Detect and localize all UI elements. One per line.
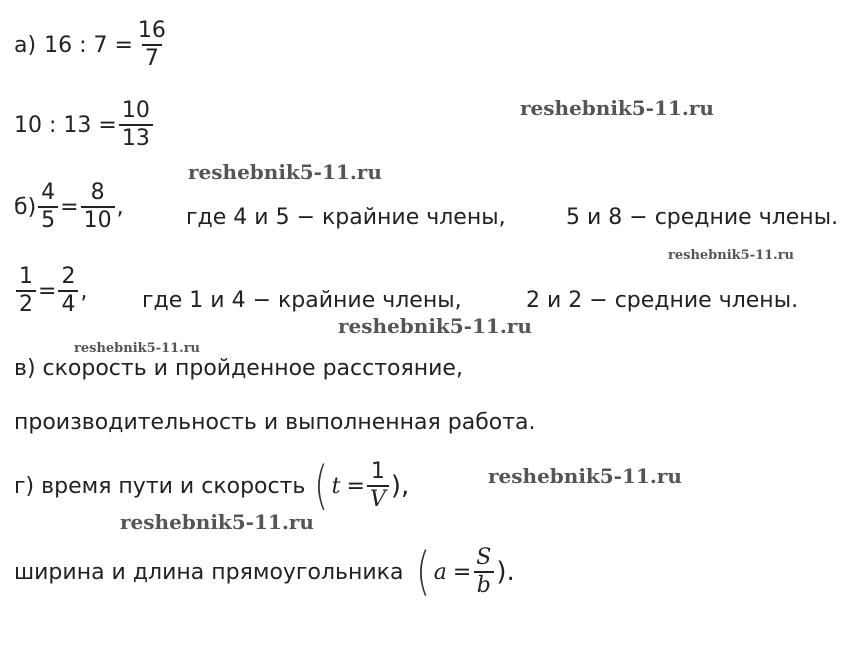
fraction [119, 100, 153, 150]
division-expression: 16 : 7 = [44, 32, 133, 58]
equals-sign: = [60, 194, 79, 220]
extremes-text: где 1 и 4 − крайние члены, [142, 288, 462, 313]
extremes-text: где 4 и 5 − крайние члены, [186, 205, 506, 230]
line-g2 [14, 542, 515, 602]
line-g1 [14, 456, 410, 516]
fraction-numerator: 10 [121, 98, 150, 123]
fraction-denominator: 7 [142, 44, 162, 70]
extremes-text-b2 [142, 288, 462, 313]
extremes-text-b1 [186, 205, 506, 230]
line-a1 [14, 20, 171, 70]
middles-text: 2 и 2 − средние члены. [526, 288, 799, 313]
fraction-denominator: b [474, 571, 494, 597]
open-parenthesis: ( [314, 456, 329, 516]
watermark: reshebnik5-11.ru [74, 341, 201, 356]
equals-sign: = [452, 559, 472, 585]
answer-text: в) скорость и пройденное расстояние, [14, 356, 463, 381]
close-parenthesis: ), [390, 471, 410, 501]
answer-text: ширина и длина прямоугольника [14, 559, 404, 585]
line-b1 [14, 182, 124, 232]
middles-text-b2 [526, 288, 798, 313]
fraction [58, 266, 78, 316]
fraction-numerator: 16 [137, 18, 166, 43]
fraction-numerator: 2 [61, 264, 76, 289]
watermark: reshebnik5-11.ru [338, 314, 532, 338]
fraction [135, 20, 169, 70]
comma: , [116, 194, 124, 220]
item-label-b: б) [14, 194, 37, 220]
division-expression: 10 : 13 = [14, 112, 117, 138]
fraction [16, 266, 36, 316]
fraction-denominator: 5 [38, 206, 58, 232]
fraction [38, 182, 58, 232]
close-parenthesis: ). [496, 557, 515, 587]
middles-text-b1 [566, 205, 838, 230]
fraction-numerator: 1 [370, 459, 385, 484]
fraction-denominator: 2 [16, 290, 36, 316]
answer-text: г) время пути и скорость [14, 473, 306, 499]
middles-text: 5 и 8 − средние члены. [566, 205, 839, 230]
fraction-numerator: 4 [41, 180, 56, 205]
watermark: reshebnik5-11.ru [488, 464, 682, 488]
fraction [473, 547, 494, 597]
fraction-denominator: 10 [81, 206, 115, 232]
formula-variable: a [433, 559, 447, 585]
formula-variable: t [331, 473, 341, 499]
comma: , [80, 278, 88, 304]
equals-sign: = [346, 473, 365, 499]
fraction-numerator: S [476, 545, 492, 570]
fraction-numerator: 8 [90, 180, 105, 205]
open-parenthesis: ( [416, 542, 431, 602]
fraction [367, 461, 389, 511]
fraction-denominator: 13 [119, 124, 153, 150]
fraction-denominator: V [367, 485, 389, 511]
watermark: reshebnik5-11.ru [120, 510, 314, 534]
line-v1 [14, 356, 463, 381]
fraction [81, 182, 115, 232]
fraction-denominator: 4 [58, 290, 78, 316]
equals-sign: = [38, 278, 57, 304]
fraction-numerator: 1 [19, 264, 33, 289]
watermark: reshebnik5-11.ru [188, 160, 382, 184]
line-v2 [14, 410, 536, 435]
line-b2 [14, 266, 87, 316]
watermark: reshebnik5-11.ru [520, 96, 714, 120]
watermark: reshebnik5-11.ru [668, 248, 795, 263]
item-label-a: а) [14, 32, 37, 58]
line-a2 [14, 100, 155, 150]
answer-text: производительность и выполненная работа. [14, 410, 536, 435]
